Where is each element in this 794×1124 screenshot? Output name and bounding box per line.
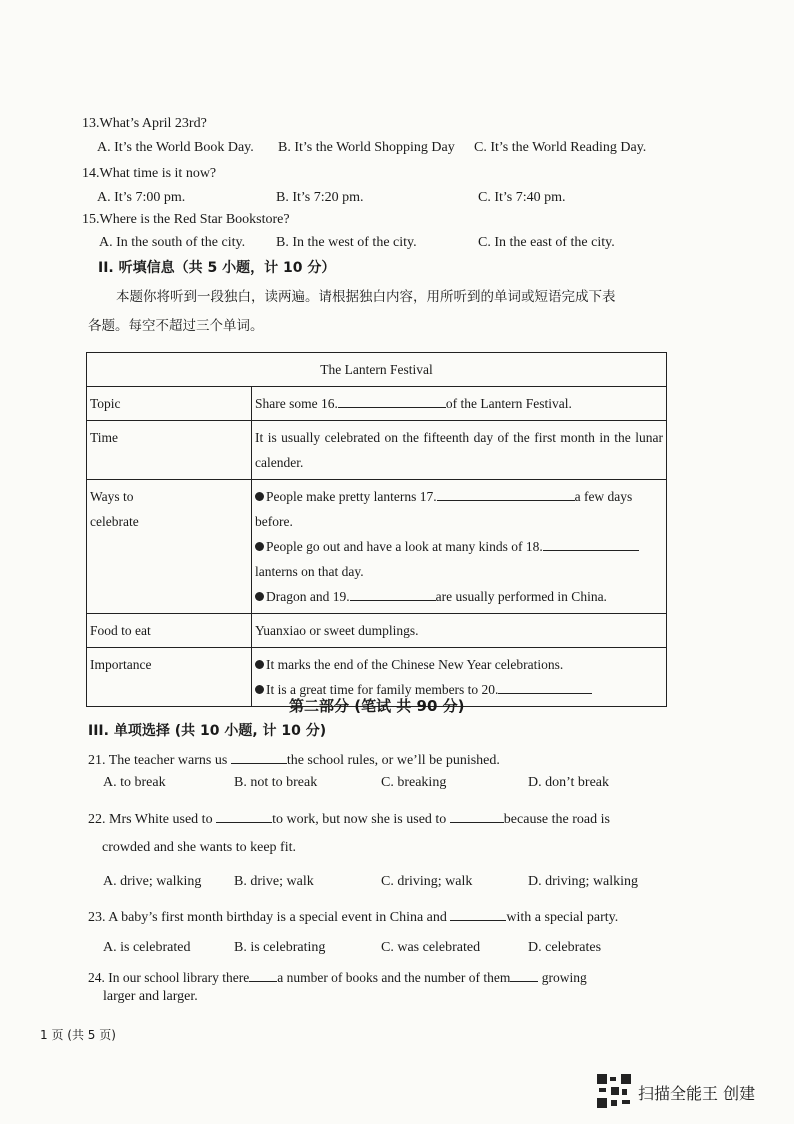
blank-17[interactable]	[437, 486, 575, 501]
blank-19[interactable]	[350, 586, 436, 601]
table-row-food	[87, 614, 667, 648]
way-2-pre: People go out and have a look at many kinds of 18.	[266, 539, 543, 554]
table-title: The Lantern Festival	[87, 353, 667, 387]
bullet-icon	[255, 542, 264, 551]
question-23-stem	[88, 906, 618, 926]
food-label: Food to eat	[87, 614, 252, 648]
topic-label: Topic	[87, 387, 252, 421]
question-21-option-a: A. to break	[103, 775, 166, 790]
question-14-option-b: B. It’s 7:20 pm.	[276, 190, 364, 205]
qr-code-icon	[597, 1074, 631, 1108]
lantern-festival-table	[86, 352, 667, 707]
question-22-line2: crowded and she wants to keep fit.	[102, 840, 296, 855]
question-15-option-a: A. In the south of the city.	[99, 235, 246, 250]
question-24-stem	[88, 967, 587, 986]
question-22-option-d: D. driving; walking	[528, 874, 639, 889]
scanner-watermark: 扫描全能王 创建	[638, 1084, 756, 1103]
blank-21[interactable]	[231, 749, 287, 764]
question-22-option-c: C. driving; walk	[381, 874, 473, 889]
question-13-option-b: B. It’s the World Shopping Day	[278, 140, 455, 155]
bullet-icon	[255, 685, 264, 694]
question-24-line2: larger and larger.	[103, 989, 198, 1004]
table-row-topic	[87, 387, 667, 421]
question-21-stem	[88, 749, 500, 769]
question-13-option-c: C. It’s the World Reading Day.	[474, 140, 647, 155]
question-23-option-a: A. is celebrated	[103, 940, 191, 955]
blank-24b[interactable]	[510, 967, 538, 982]
question-21-option-c: C. breaking	[381, 775, 447, 790]
question-15-option-c: C. In the east of the city.	[478, 235, 615, 250]
section-2-heading: II. 听填信息（共 5 小题，计 10 分）	[98, 260, 336, 276]
question-22-mid: to work, but now she is used to	[272, 812, 447, 827]
part-2-heading: 第二部分 (笔试 共 90 分)	[289, 697, 465, 715]
bullet-icon	[255, 660, 264, 669]
page-number: 1 页 (共 5 页)	[40, 1028, 116, 1042]
bullet-icon	[255, 592, 264, 601]
blank-16[interactable]	[338, 393, 446, 408]
blank-22b[interactable]	[450, 808, 504, 823]
question-22-post: because the road is	[503, 812, 610, 827]
way-1-line2: before.	[255, 514, 293, 529]
question-15-option-b: B. In the west of the city.	[276, 235, 417, 250]
question-21-option-d: D. don’t break	[528, 775, 609, 790]
question-22-stem	[88, 808, 610, 828]
blank-23[interactable]	[450, 906, 506, 921]
question-21-post: the school rules, or we’ll be punished.	[286, 753, 500, 768]
section-2-instruction-line2: 各题。每空不超过三个单词。	[88, 318, 264, 334]
table-row-time	[87, 421, 667, 480]
time-text: It is usually celebrated on the fifteenth day of the first month in the lunar calender.	[252, 421, 667, 480]
importance-2-pre: It is a great time for family members to 20.	[266, 682, 499, 697]
ways-label-cell	[87, 480, 252, 614]
topic-cell	[252, 387, 667, 421]
question-24-pre: 24. In our school library there	[88, 970, 250, 985]
topic-text-post: of the Lantern Festival.	[445, 396, 572, 411]
question-15-stem: 15.Where is the Red Star Bookstore?	[82, 212, 290, 227]
question-14-option-c: C. It’s 7:40 pm.	[478, 190, 566, 205]
table-row-ways	[87, 480, 667, 614]
question-21-option-b: B. not to break	[234, 775, 318, 790]
time-label: Time	[87, 421, 252, 480]
question-13-option-a: A. It’s the World Book Day.	[97, 140, 254, 155]
question-14-stem: 14.What time is it now?	[82, 166, 217, 181]
question-23-option-b: B. is celebrating	[234, 940, 326, 955]
question-22-pre: 22. Mrs White used to	[88, 812, 213, 827]
question-13-stem: 13.What’s April 23rd?	[82, 116, 207, 131]
question-23-pre: 23. A baby’s first month birthday is a special event in China and	[88, 910, 447, 925]
question-22-option-b: B. drive; walk	[234, 874, 314, 889]
section-3-heading: III. 单项选择 (共 10 小题, 计 10 分)	[88, 723, 327, 739]
importance-1: It marks the end of the Chinese New Year celebrations.	[266, 657, 564, 672]
question-23-option-d: D. celebrates	[528, 940, 602, 955]
blank-24a[interactable]	[249, 967, 277, 982]
ways-label-line1: Ways to	[90, 489, 134, 504]
blank-18[interactable]	[543, 536, 639, 551]
way-3-pre: Dragon and 19.	[266, 589, 350, 604]
bullet-icon	[255, 492, 264, 501]
way-3-post: are usually performed in China.	[435, 589, 607, 604]
importance-label: Importance	[87, 648, 252, 707]
food-text: Yuanxiao or sweet dumplings.	[252, 614, 667, 648]
question-21-pre: 21. The teacher warns us	[88, 753, 228, 768]
topic-text-pre: Share some 16.	[255, 396, 338, 411]
ways-label-line2: celebrate	[90, 514, 139, 529]
ways-cell	[252, 480, 667, 614]
way-2-line2: lanterns on that day.	[255, 564, 364, 579]
blank-20[interactable]	[498, 679, 592, 694]
question-14-option-a: A. It’s 7:00 pm.	[97, 190, 186, 205]
way-1-post: a few days	[574, 489, 633, 504]
section-2-instruction-line1: 本题你将听到一段独白，读两遍。请根据独白内容，用所听到的单词或短语完成下表	[116, 289, 616, 305]
blank-22a[interactable]	[216, 808, 272, 823]
question-22-option-a: A. drive; walking	[103, 874, 202, 889]
question-23-post: with a special party.	[506, 910, 619, 925]
question-24-mid: a number of books and the number of them	[277, 970, 511, 985]
question-24-post: growing	[541, 970, 587, 985]
question-23-option-c: C. was celebrated	[381, 940, 481, 955]
way-1-pre: People make pretty lanterns 17.	[266, 489, 437, 504]
